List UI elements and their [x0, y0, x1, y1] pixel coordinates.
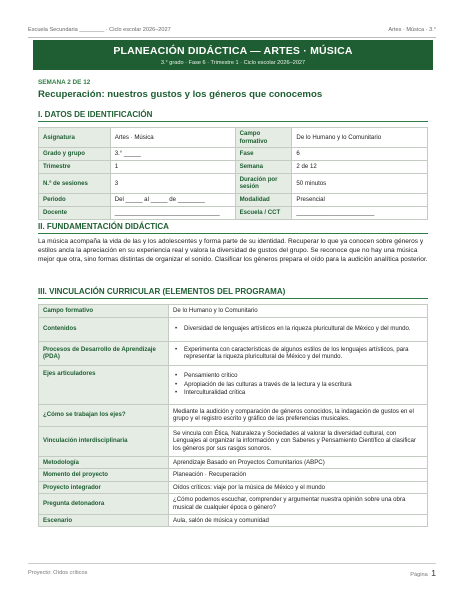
field-value: Aprendizaje Basado en Proyectos Comunitarios (ABPC)	[169, 456, 428, 469]
document-subtitle: 3.° grado · Fase 6 · Trimestre 1 · Ciclo escolar 2026–2027	[160, 60, 306, 66]
week-label: SEMANA 2 DE 12	[38, 79, 91, 86]
field-label: Contenidos	[39, 317, 169, 341]
field-value: _______________________	[292, 206, 428, 219]
field-label: Proyecto integrador	[39, 481, 169, 494]
field-label: Docente	[39, 206, 111, 219]
field-value: Planeación · Recuperación	[169, 469, 428, 482]
fundamentacion-text: La música acompaña la vida de las y los adolescentes y forma parte de su identidad. Recuperar lo que ya conocen sobre géneros y estilos ancla la apreciación en su experiencia real y valora la diversidad de gustos del grupo. Se reconoce que no hay una música mejor que otra, sino formas distintas de organizar el sonido. Clasificar los géneros prepara el oído para la audición analítica posterior.	[38, 238, 428, 263]
field-value: Aula, salón de música y comunidad	[169, 514, 428, 527]
page-footer	[28, 563, 436, 578]
list-item: • Pensamiento crítico	[173, 372, 423, 380]
field-value: 3	[110, 173, 235, 193]
field-label: Periodo	[39, 194, 111, 207]
field-label: Escuela / CCT	[235, 206, 292, 219]
field-value	[169, 317, 428, 341]
field-label: Ejes articuladores	[39, 365, 169, 404]
field-label: Fase	[235, 148, 292, 161]
table-row	[39, 148, 428, 161]
curriculum-table	[38, 304, 428, 527]
list-item: • Apropiación de las culturas a través de la lectura y la escritura	[173, 381, 423, 389]
field-value: 2 de 12	[292, 161, 428, 174]
field-value: Del _____ al _____ de ________	[110, 194, 235, 207]
page-header	[28, 26, 436, 38]
table-row	[39, 481, 428, 494]
table-row	[39, 469, 428, 482]
table-row	[39, 494, 428, 514]
field-label: Momento del proyecto	[39, 469, 169, 482]
field-label: Duración por sesión	[235, 173, 292, 193]
field-label: Semana	[235, 161, 292, 174]
page-label: Página	[410, 572, 428, 578]
document-title: PLANEACIÓN DIDÁCTICA — ARTES · MÚSICA	[113, 45, 353, 57]
field-value: 6	[292, 148, 428, 161]
field-label: Modalidad	[235, 194, 292, 207]
page-number: 1	[431, 568, 436, 578]
section-heading-vinculacion: III. VINCULACIÓN CURRICULAR (ELEMENTOS DEL PROGRAMA)	[38, 287, 428, 299]
field-label: Asignatura	[39, 128, 111, 148]
field-value	[169, 365, 428, 404]
field-value: 3.° _____	[110, 148, 235, 161]
table-row	[39, 456, 428, 469]
table-row	[39, 317, 428, 341]
field-label: N.º de sesiones	[39, 173, 111, 193]
title-banner	[33, 40, 433, 70]
table-row	[39, 404, 428, 426]
field-label: Trimestre	[39, 161, 111, 174]
field-value: Artes · Música	[110, 128, 235, 148]
field-label: Campo formativo	[235, 128, 292, 148]
field-label: Metodología	[39, 456, 169, 469]
field-value: Mediante la audición y comparación de géneros conocidos, la indagación de gustos en el grupo y el registro escrito y gráfico de las preferencias musicales.	[169, 404, 428, 426]
identification-table	[38, 127, 428, 220]
field-label: Vinculación interdisciplinaria	[39, 426, 169, 456]
list-item: • Experimenta con características de algunos estilos de los lenguajes artísticos, para representar la riqueza pluricultural de México y del mundo.	[173, 346, 423, 361]
field-label: Escenario	[39, 514, 169, 527]
field-value: Se vincula con Ética, Naturaleza y Sociedades al valorar la diversidad cultural, con Lenguajes al organizar la información y con Saberes y Pensamiento Científico al clasificar los géneros por sus rasgos sonoros.	[169, 426, 428, 456]
field-label: Grado y grupo	[39, 148, 111, 161]
table-row	[39, 341, 428, 365]
table-row	[39, 305, 428, 318]
list-item: • Interculturalidad crítica	[173, 389, 423, 397]
field-value: 50 minutos	[292, 173, 428, 193]
table-row	[39, 514, 428, 527]
field-label: Campo formativo	[39, 305, 169, 318]
table-row	[39, 426, 428, 456]
field-label: ¿Cómo se trabajan los ejes?	[39, 404, 169, 426]
footer-project: Proyecto: Oídos críticos	[28, 570, 88, 576]
header-school: Escuela Secundaria ________ · Ciclo escolar 2026–2027	[28, 27, 171, 33]
page-number-block	[410, 568, 436, 578]
field-value: _______________________________	[110, 206, 235, 219]
table-row	[39, 161, 428, 174]
field-value: Presencial	[292, 194, 428, 207]
section-heading-fundamentacion: II. FUNDAMENTACIÓN DIDÁCTICA	[38, 222, 428, 234]
table-row	[39, 128, 428, 148]
table-row	[39, 173, 428, 193]
field-value: ¿Cómo podemos escuchar, comprender y argumentar nuestra opinión sobre una obra musical de cualquier época o género?	[169, 494, 428, 514]
field-label: Procesos de Desarrollo de Aprendizaje (PDA)	[39, 341, 169, 365]
field-value	[169, 341, 428, 365]
field-value: De lo Humano y lo Comunitario	[169, 305, 428, 318]
header-subject: Artes · Música · 3.°	[388, 27, 436, 33]
list-item: • Diversidad de lenguajes artísticos en la riqueza pluricultural de México y del mundo.	[173, 325, 423, 333]
field-value: De lo Humano y lo Comunitario	[292, 128, 428, 148]
lesson-title: Recuperación: nuestros gustos y los géneros que conocemos	[38, 89, 323, 100]
table-row	[39, 365, 428, 404]
table-row	[39, 206, 428, 219]
field-value: 1	[110, 161, 235, 174]
field-value: Oídos críticos: viaje por la música de México y el mundo	[169, 481, 428, 494]
field-label: Pregunta detonadora	[39, 494, 169, 514]
section-heading-identificacion: I. DATOS DE IDENTIFICACIÓN	[38, 110, 428, 122]
table-row	[39, 194, 428, 207]
